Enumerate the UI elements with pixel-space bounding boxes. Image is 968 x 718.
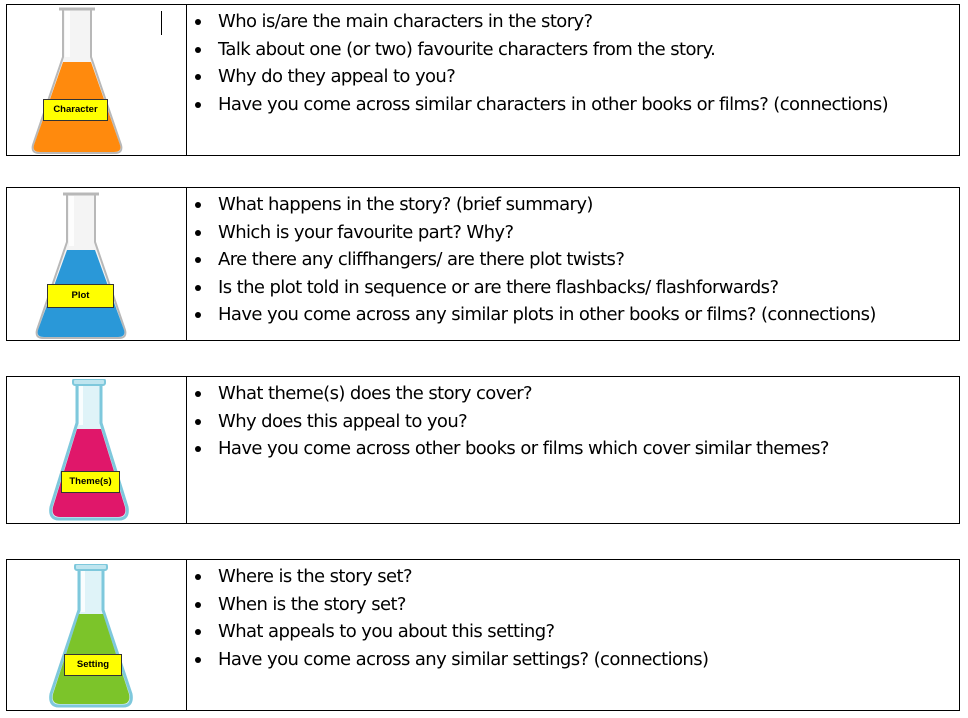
character-questions — [187, 5, 959, 155]
list-item: What happens in the story? (brief summary) — [218, 191, 876, 219]
themes-questions — [187, 377, 959, 523]
plot-flask-cell — [7, 188, 187, 340]
plot-row — [6, 187, 960, 341]
list-item: Which is your favourite part? Why? — [218, 219, 876, 247]
themes-flask-icon — [47, 379, 131, 523]
list-item: What appeals to you about this setting? — [218, 618, 708, 646]
character-label: Character — [43, 99, 108, 121]
setting-flask-icon — [47, 564, 135, 710]
setting-row — [6, 559, 960, 711]
character-row — [6, 4, 960, 156]
themes-row — [6, 376, 960, 524]
list-item: Have you come across similar characters in other books or films? (connections) — [218, 91, 888, 119]
list-item: Talk about one (or two) favourite characters from the story. — [218, 36, 888, 64]
list-item: Are there any cliffhangers/ are there plot twists? — [218, 246, 876, 274]
list-item: Have you come across any similar settings? (connections) — [218, 646, 708, 674]
character-flask-cell — [7, 5, 187, 155]
setting-questions — [187, 560, 959, 710]
list-item: What theme(s) does the story cover? — [218, 380, 829, 408]
list-item: Have you come across any similar plots in other books or films? (connections) — [218, 301, 876, 329]
setting-label: Setting — [64, 654, 122, 676]
setting-flask-cell — [7, 560, 187, 710]
character-flask-icon — [29, 7, 125, 155]
list-item: Why do they appeal to you? — [218, 63, 888, 91]
list-item: Where is the story set? — [218, 563, 708, 591]
list-item: Have you come across other books or films which cover similar themes? — [218, 435, 829, 463]
list-item: Who is/are the main characters in the story? — [218, 8, 888, 36]
themes-label: Theme(s) — [61, 471, 120, 493]
list-item: When is the story set? — [218, 591, 708, 619]
list-item: Is the plot told in sequence or are there flashbacks/ flashforwards? — [218, 274, 876, 302]
plot-label: Plot — [47, 284, 114, 308]
themes-flask-cell — [7, 377, 187, 523]
plot-flask-icon — [33, 192, 129, 340]
plot-questions — [187, 188, 959, 340]
list-item: Why does this appeal to you? — [218, 408, 829, 436]
cell-mark — [161, 11, 162, 35]
